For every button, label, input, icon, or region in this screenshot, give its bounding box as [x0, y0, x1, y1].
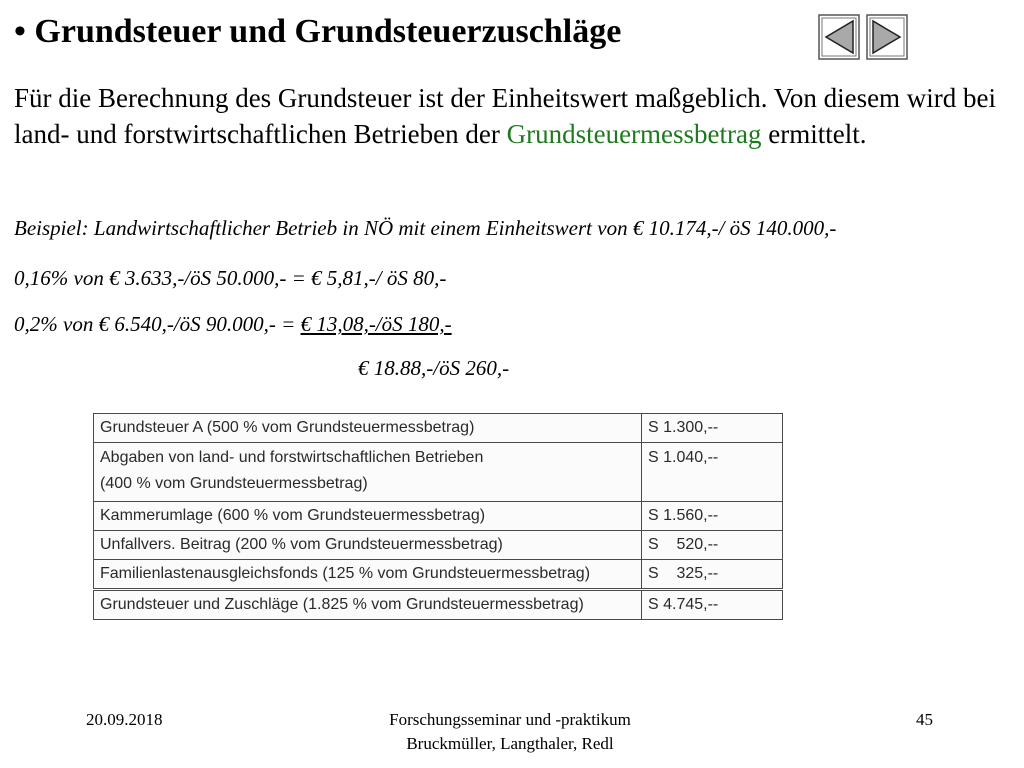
- example-line: Beispiel: Landwirtschaftlicher Betrieb in NÖ mit einem Einheitswert von € 10.174,-/ öS 140.000,-: [14, 216, 837, 240]
- footer-course-title: Forschungsseminar und -praktikum: [389, 710, 631, 729]
- row-label-line1: Abgaben von land- und forstwirtschaftlichen Betrieben: [100, 449, 484, 466]
- triangle-right-icon: [866, 14, 908, 60]
- row-label: [94, 443, 642, 502]
- next-slide-button[interactable]: [866, 14, 908, 60]
- intro-text-part1: Für die Berechnung des Grundsteuer ist der Einheitswert maßgeblich. Von diesem wird bei land- und forstwirtschaftlichen Betrieben der: [14, 83, 997, 149]
- row-label: Unfallvers. Beitrag (200 % vom Grundsteuermessbetrag): [94, 531, 642, 560]
- table-row: [94, 414, 783, 443]
- tax-table: [93, 413, 783, 620]
- row-amount: S 325,--: [642, 560, 783, 590]
- calculation-line-1: 0,16% von € 3.633,-/öS 50.000,- = € 5,81,-/ öS 80,-: [14, 266, 447, 290]
- calculation-2-prefix: 0,2% von € 6.540,-/öS 90.000,- =: [14, 312, 301, 336]
- row-label: Kammerumlage (600 % vom Grundsteuermessbetrag): [94, 502, 642, 531]
- row-label: Grundsteuer A (500 % vom Grundsteuermessbetrag): [94, 414, 642, 443]
- table-row: [94, 560, 783, 590]
- row-amount: S 1.040,--: [642, 443, 783, 502]
- table-row: [94, 502, 783, 531]
- calculation-total: € 18.88,-/öS 260,-: [358, 356, 510, 380]
- title-text: Grundsteuer und Grundsteuerzuschläge: [34, 13, 622, 50]
- row-amount: S 4.745,--: [642, 590, 783, 620]
- row-amount: S 520,--: [642, 531, 783, 560]
- slide-title: [14, 10, 621, 54]
- table-row: [94, 531, 783, 560]
- calculation-2-result: € 13,08,-/öS 180,-: [300, 312, 452, 336]
- triangle-left-icon: [818, 14, 860, 60]
- table-row-total: [94, 590, 783, 620]
- title-bullet: •: [14, 13, 26, 50]
- row-amount: S 1.300,--: [642, 414, 783, 443]
- footer-page-number: 45: [916, 710, 933, 729]
- row-label-line2: (400 % vom Grundsteuermessbetrag): [100, 475, 368, 492]
- grundsteuermessbetrag-highlight: Grundsteuermessbetrag: [506, 119, 762, 149]
- row-label: Grundsteuer und Zuschläge (1.825 % vom Grundsteuermessbetrag): [94, 590, 642, 620]
- footer-date: 20.09.2018: [86, 710, 163, 729]
- footer-authors: Bruckmüller, Langthaler, Redl: [406, 734, 614, 753]
- intro-text-part2: ermittelt.: [761, 119, 867, 149]
- table-row: [94, 443, 783, 502]
- intro-paragraph: [14, 80, 1014, 152]
- calculation-line-2: [14, 310, 452, 338]
- row-amount: S 1.560,--: [642, 502, 783, 531]
- previous-slide-button[interactable]: [818, 14, 860, 60]
- footer-course: [340, 708, 680, 756]
- row-label: Familienlastenausgleichsfonds (125 % vom Grundsteuermessbetrag): [94, 560, 642, 590]
